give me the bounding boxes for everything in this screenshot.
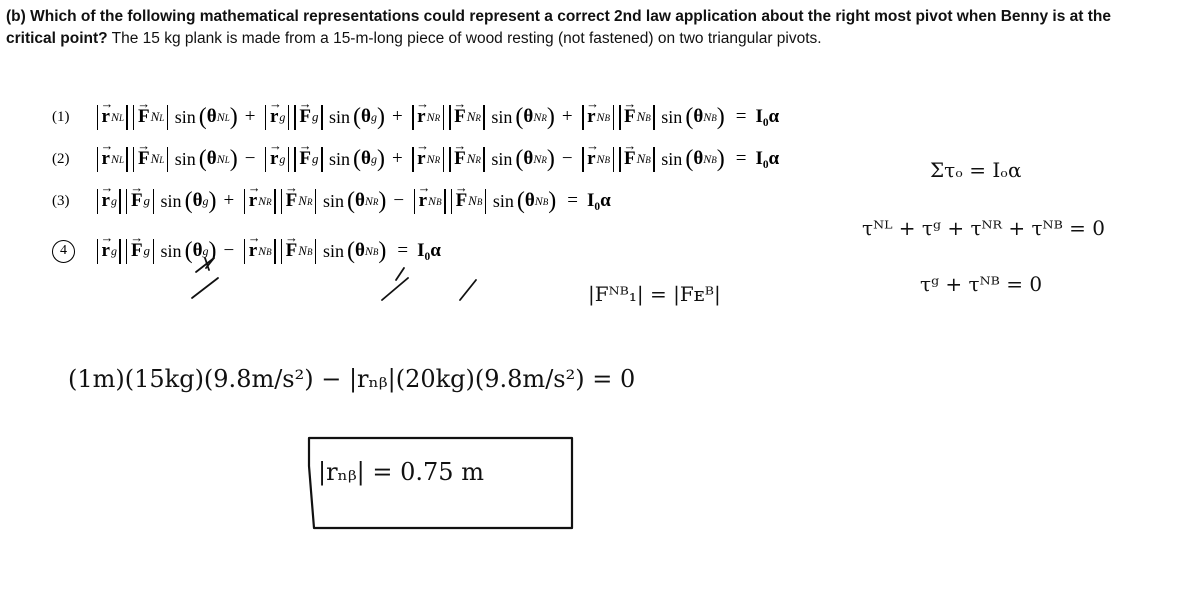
equation-list [52,96,852,272]
question-normal-text: The 15 kg plank is made from a 15-m-long piece of wood resting (not fastened) on two triangular pivots. [111,30,822,48]
operator-minus: − [393,190,405,211]
operator-plus: + [223,190,235,211]
torque-term-g: r → g F → g sin ( θ g ) [262,147,384,172]
operator-plus: + [391,148,403,169]
question-prompt [6,6,1116,51]
annotation-sum-torque: Στₒ = Iₒα [930,158,1022,182]
operator-minus: − [244,148,256,169]
equation-rhs-1: I₀α [755,106,780,127]
equals-sign: = [735,106,747,127]
equals-sign: = [567,190,579,211]
equation-body-2 [94,138,780,172]
equals-sign: = [735,148,747,169]
annotation-torque-reduced: τᵍ + τᴺᴮ = 0 [920,272,1043,296]
annotation-work-line: (1m)(15kg)(9.8m/s²) − |rₙᵦ|(20kg)(9.8m/s²) = 0 [68,365,636,393]
operator-minus: − [223,240,235,261]
torque-term-g: r → g F → g sin ( θ g ) [262,105,384,130]
question-label: (b) [6,8,26,25]
equation-rhs-4: I₀α [417,240,441,261]
equation-number-2: (2) [52,150,70,167]
torque-term-NR: r → NR F → NR sin ( θ NR ) [410,105,555,130]
operator-plus: + [561,106,573,127]
torque-term-NR: r → NR F → NR sin ( θ NR ) [410,147,555,172]
equation-rhs-2: I₀α [755,148,780,169]
torque-term-g: r → g F → g sin ( θ g ) [94,189,216,214]
torque-term-NB: r → NB F → NB sin ( θ NB ) [580,147,725,172]
torque-term-g: r → g F → g sin ( θ g ) [94,239,216,264]
operator-minus: − [561,148,573,169]
equation-row-4[interactable] [52,230,852,272]
equation-row-2[interactable] [52,138,852,180]
torque-term-NB: r → NB F → NB sin ( θ NB ) [580,105,725,130]
torque-term-NL: r → NL F → NL sin ( θ NL ) [94,105,238,130]
question-bold-text: Which of the following mathematical representations could represent a correct 2nd law application about the right most pivot when Benny is at the critical point? [6,8,1111,48]
equation-body-4 [94,230,441,264]
equation-number-4-circled[interactable]: 4 [52,240,94,263]
equation-row-1[interactable] [52,96,852,138]
equation-rhs-3: I₀α [587,190,611,211]
operator-plus: + [244,106,256,127]
equation-body-3 [94,180,611,214]
annotation-torque-expansion: τᴺᴸ + τᵍ + τᴺᴿ + τᴺᴮ = 0 [862,216,1106,240]
equation-number-3: (3) [52,192,70,209]
torque-term-NB: r → NB F → NB sin ( θ NB ) [241,239,386,264]
equation-number-1: (1) [52,108,70,125]
equals-sign: = [397,240,409,261]
operator-plus: + [391,106,403,127]
equation-row-3[interactable] [52,180,852,222]
torque-term-NR: r → NR F → NR sin ( θ NR ) [241,189,386,214]
annotation-force-equality: |Fᴺᴮ₁| = |Fᴇᴮ| [588,282,721,306]
annotation-boxed-result: |rₙᵦ| = 0.75 m [318,458,484,486]
equation-body-1 [94,96,780,130]
torque-term-NB: r → NB F → NB sin ( θ NB ) [411,189,556,214]
torque-term-NL: r → NL F → NL sin ( θ NL ) [94,147,238,172]
